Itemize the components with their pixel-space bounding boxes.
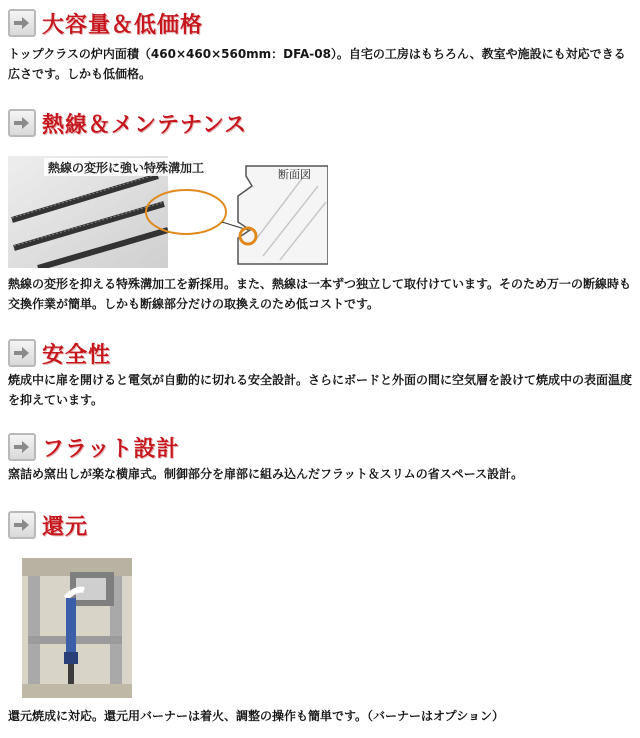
- heading-text: 熱線＆メンテナンス: [42, 112, 248, 138]
- arrow-right-icon: [8, 433, 36, 461]
- arrow-right-icon: [8, 339, 36, 367]
- section-text-safety: 焼成中に扉を開けると電気が自動的に切れる安全設計。さらにボードと外面の間に空気層を設けて焼成中の表面温度を抑えています。: [8, 373, 633, 407]
- arrow-right-icon: [8, 109, 36, 137]
- heading-text: 安全性: [42, 342, 112, 368]
- section-heading-heating-wire: [8, 108, 247, 138]
- section-heading-flat-design: [8, 432, 180, 462]
- diagram-label-groove: 熱線の変形に強い特殊溝加工: [48, 161, 205, 175]
- heading-text: 還元: [42, 514, 89, 540]
- section-heading-reduction: [8, 510, 88, 540]
- section-heading-capacity: [8, 8, 203, 38]
- heading-text: 大容量＆低価格: [42, 12, 204, 38]
- section-text-heating-wire: 熱線の変形を抑える特殊溝加工を新採用。また、熱線は一本ずつ独立して取付けています。そのため万一の断線時も交換作業が簡単。しかも断線部分だけの取換えのため低コストです。: [8, 277, 632, 311]
- heating-wire-diagram: [8, 156, 328, 268]
- section-text-reduction: 還元焼成に対応。還元用バーナーは着火、調整の操作も簡単です。（バーナーはオプション）: [8, 709, 504, 723]
- section-text-capacity: トップクラスの炉内面積（460×460×560mm：DFA-08）。自宅の工房はもちろん、教室や施設にも対応できる広さです。しかも低価格。: [8, 47, 626, 81]
- heading-text: フラット設計: [42, 436, 180, 462]
- burner-photo: [22, 558, 132, 698]
- diagram-label-section: 断面図: [278, 168, 311, 181]
- section-heading-safety: [8, 338, 111, 368]
- arrow-right-icon: [8, 511, 36, 539]
- section-text-flat-design: 窯詰め窯出しが楽な横扉式。制御部分を扉部に組み込んだフラット＆スリムの省スペース設計。: [8, 467, 524, 481]
- arrow-right-icon: [8, 9, 36, 37]
